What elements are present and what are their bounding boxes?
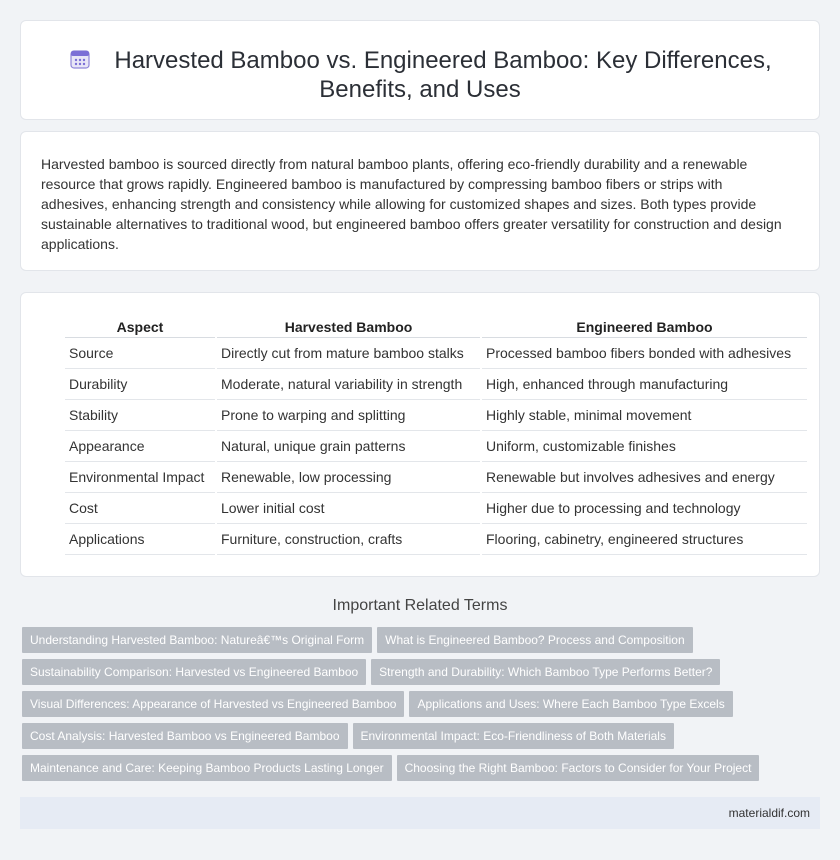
table-cell: Furniture, construction, crafts — [217, 524, 480, 555]
related-term-link[interactable]: Applications and Uses: Where Each Bamboo Type Excels — [409, 691, 732, 717]
table-row — [65, 431, 807, 462]
column-header-aspect: Aspect — [65, 317, 215, 338]
table-cell: Source — [65, 338, 215, 369]
related-term-link[interactable]: Environmental Impact: Eco-Friendliness of Both Materials — [353, 723, 674, 749]
calendar-icon — [68, 47, 92, 71]
table-cell: Processed bamboo fibers bonded with adhesives — [482, 338, 807, 369]
footer-site-name: materialdif.com — [728, 806, 810, 820]
related-terms-heading: Important Related Terms — [332, 597, 508, 614]
table-cell: Natural, unique grain patterns — [217, 431, 480, 462]
related-term-link[interactable]: Strength and Durability: Which Bamboo Type Performs Better? — [371, 659, 720, 685]
comparison-card — [20, 292, 820, 577]
column-header-harvested: Harvested Bamboo — [217, 317, 480, 338]
related-term-link[interactable]: Choosing the Right Bamboo: Factors to Consider for Your Project — [397, 755, 760, 781]
table-cell: Durability — [65, 369, 215, 400]
intro-paragraph: Harvested bamboo is sourced directly from natural bamboo plants, offering eco-friendly durability and a renewable resource that grows rapidly. Engineered bamboo is manufactured by compressing bamboo fibers or strips with adhesives, enhancing strength and consistency while allowing for customized shapes and sizes. Both types provide sustainable alternatives to traditional wood, but engineered bamboo offers greater versatility for construction and design applications. — [41, 156, 782, 252]
table-cell: Applications — [65, 524, 215, 555]
table-row — [65, 338, 807, 369]
table-cell: Moderate, natural variability in strength — [217, 369, 480, 400]
table-cell: Environmental Impact — [65, 462, 215, 493]
related-term-link[interactable]: Sustainability Comparison: Harvested vs Engineered Bamboo — [22, 659, 366, 685]
table-header-row — [65, 317, 807, 338]
table-cell: Prone to warping and splitting — [217, 400, 480, 431]
related-term-link[interactable]: What is Engineered Bamboo? Process and Composition — [377, 627, 693, 653]
table-cell: Renewable but involves adhesives and energy — [482, 462, 807, 493]
related-term-link[interactable]: Understanding Harvested Bamboo: Natureâ€™s Original Form — [22, 627, 372, 653]
related-term-link[interactable]: Visual Differences: Appearance of Harvested vs Engineered Bamboo — [22, 691, 404, 717]
column-header-engineered: Engineered Bamboo — [482, 317, 807, 338]
table-cell: Directly cut from mature bamboo stalks — [217, 338, 480, 369]
table-cell: Cost — [65, 493, 215, 524]
related-term-link[interactable]: Maintenance and Care: Keeping Bamboo Products Lasting Longer — [22, 755, 392, 781]
table-cell: Stability — [65, 400, 215, 431]
table-row — [65, 462, 807, 493]
table-row — [65, 400, 807, 431]
table-cell: Appearance — [65, 431, 215, 462]
table-row — [65, 369, 807, 400]
table-cell: High, enhanced through manufacturing — [482, 369, 807, 400]
related-term-link[interactable]: Cost Analysis: Harvested Bamboo vs Engineered Bamboo — [22, 723, 348, 749]
table-cell: Uniform, customizable finishes — [482, 431, 807, 462]
table-cell: Higher due to processing and technology — [482, 493, 807, 524]
table-cell: Renewable, low processing — [217, 462, 480, 493]
intro-card — [20, 131, 820, 271]
title-card — [20, 20, 820, 120]
table-row — [65, 524, 807, 555]
footer — [20, 797, 820, 829]
table-row — [65, 493, 807, 524]
page-title-text: Harvested Bamboo vs. Engineered Bamboo: Key Differences, Benefits, and Uses — [114, 47, 772, 103]
related-terms-list — [22, 627, 822, 787]
page-title — [61, 46, 779, 104]
table-cell: Lower initial cost — [217, 493, 480, 524]
table-cell: Highly stable, minimal movement — [482, 400, 807, 431]
comparison-table — [63, 317, 809, 555]
table-cell: Flooring, cabinetry, engineered structures — [482, 524, 807, 555]
